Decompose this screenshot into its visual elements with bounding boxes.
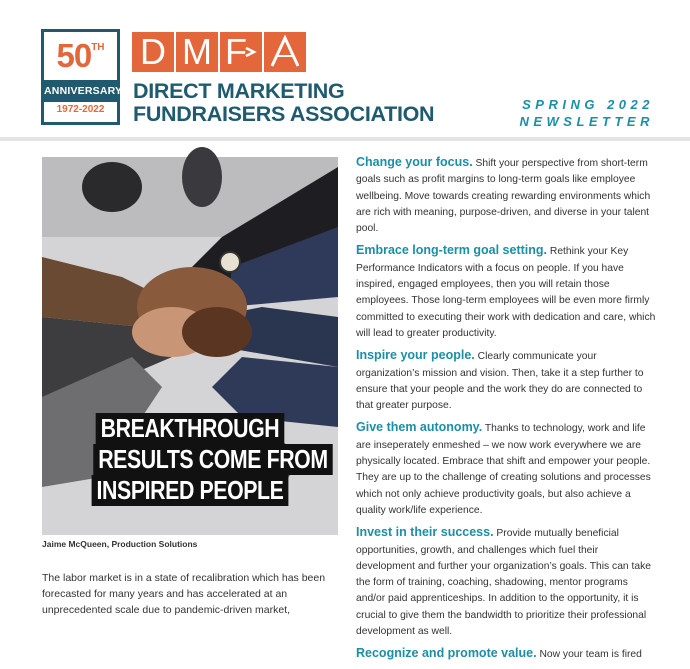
anniversary-suffix: TH	[91, 42, 105, 53]
article-photo	[42, 157, 338, 535]
dmfa-logo	[132, 32, 308, 72]
headline	[67, 413, 328, 506]
section-long-term-goals: Embrace long-term goal setting. Rethink your Key Performance Indicators with a focus on people. If you have inspired, engaged employees, then you will retain those employees. Those long-term employees will be even more firmly committed to executing their work with dedication and care, which will lead to greater productivity.	[356, 243, 656, 339]
photo-caption: Jaime McQueen, Production Solutions	[42, 539, 198, 549]
anniversary-band: ANNIVERSARY	[44, 80, 117, 102]
section-invest-success: Invest in their success. Provide mutually beneficial opportunities, growth, and challenges which fuel their development and further your organization’s goals. This can take the form of training, coaching, shadowing, mentor programs and/or paid apprenticeships. In addition to the opportunity, it is crucial to give them the bandwidth to prioritize their professional development as well.	[356, 525, 651, 638]
logo-letter-d: D	[132, 32, 174, 72]
header-divider	[0, 137, 690, 141]
organization-name: DIRECT MARKETING FUNDRAISERS ASSOCIATION	[133, 79, 435, 126]
intro-paragraph: The labor market is in a state of recalibration which has been forecasted for many years and has accelerated at an unprecedented scale due to pandemic-driven market,	[42, 572, 326, 616]
newsletter-title: SPRING 2022 NEWSLETTER	[519, 97, 654, 129]
article-column	[356, 154, 656, 669]
logo-a-glyph	[264, 32, 306, 72]
anniversary-number: 50	[56, 37, 92, 74]
logo-letter-m: M	[176, 32, 218, 72]
section-change-focus: Change your focus. Shift your perspective from short-term goals such as profit margins to long-term goals like employee wellbeing. Move towards creating rewarding environments which are rich with meaning, purpose-driven, and diverse in your talent pool.	[356, 155, 651, 235]
headline-line-3: INSPIRED PEOPLE	[92, 475, 289, 506]
arrow-icon	[220, 32, 262, 72]
section-recognize-value: Recognize and promote value. Now your team is fired	[356, 646, 642, 661]
section-autonomy: Give them autonomy. Thanks to technology, work and life are inseperately enmeshed – we now work everywhere we are physically located. Embrace that shift and empower your people. They are up to the challenge of creating solutions and processes which not only achieve productivity goals, but also achieve a quality work/life experience.	[356, 420, 651, 516]
logo-letter-a	[264, 32, 306, 72]
headline-line-1: BREAKTHROUGH	[96, 413, 285, 444]
logo-letter-f: F	[220, 32, 262, 72]
section-inspire-people: Inspire your people. Clearly communicate your organization’s mission and vision. Then, take it a step further to ensure that your people and the work they do are connected to that greater purpose.	[356, 348, 644, 412]
anniversary-badge	[41, 29, 123, 125]
anniversary-years: 1972-2022	[56, 104, 105, 115]
headline-line-2: RESULTS COME FROM	[93, 444, 332, 475]
